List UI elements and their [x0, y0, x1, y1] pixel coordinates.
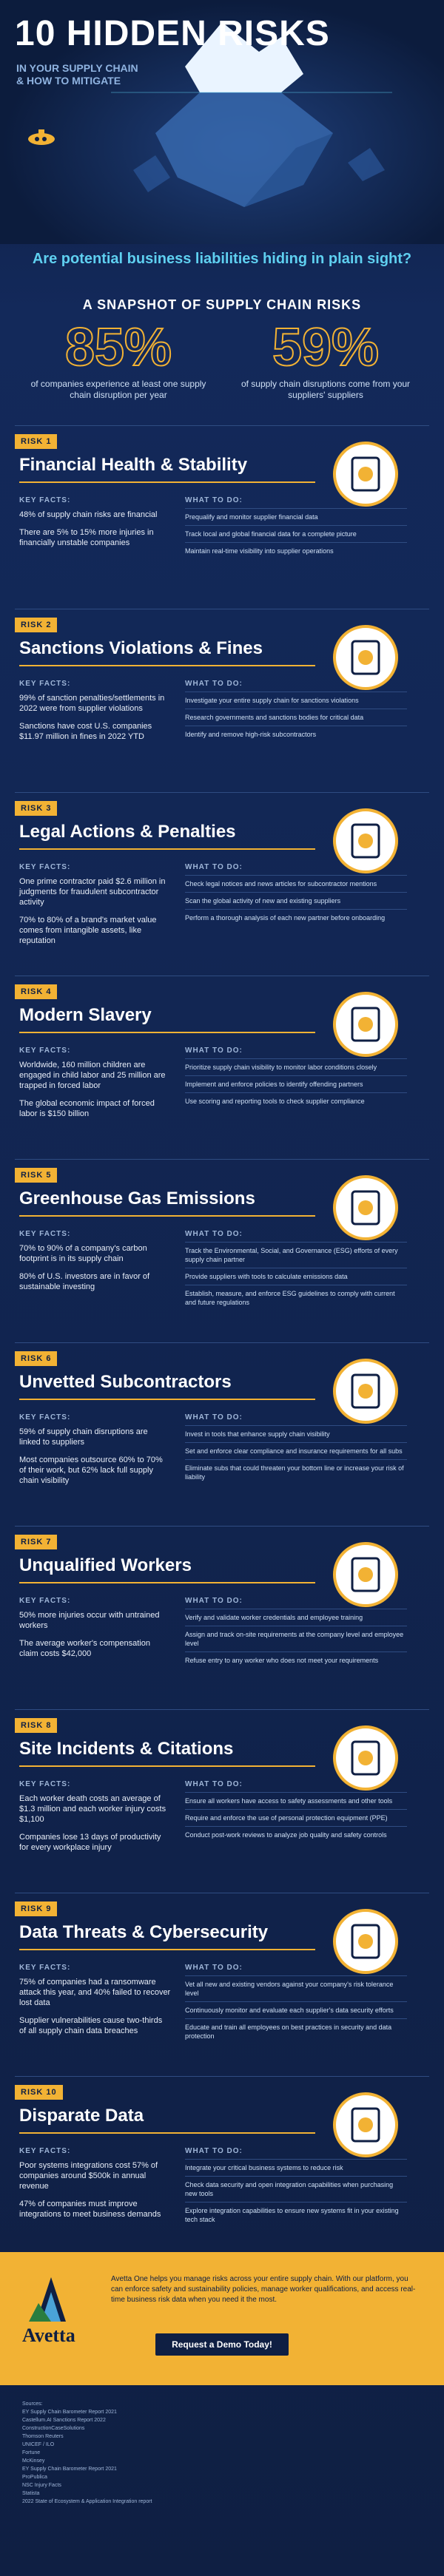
key-fact: 99% of sanction penalties/settlements in 2022 were from supplier violations: [19, 694, 165, 713]
key-fact: Each worker death costs an average of $1.3 million and each worker injury costs $1,100: [19, 1794, 166, 1824]
divider: [15, 792, 429, 793]
todo-item: Check legal notices and news articles for subcontractor mentions: [185, 875, 407, 892]
risk-card: [15, 1159, 429, 1333]
sources-heading: Sources:: [22, 2401, 43, 2407]
source-line: 2022 State of Ecosystem & Application Integration report: [22, 2499, 152, 2504]
risk-title: Data Threats & Cybersecurity: [19, 1922, 269, 1942]
key-fact: Poor systems integrations cost 57% of companies around $500k in annual revenue: [19, 2161, 158, 2191]
risk-badge: RISK 10: [15, 2085, 63, 2100]
divider: [15, 425, 429, 426]
risk-title: Disparate Data: [19, 2106, 144, 2126]
key-fact: 47% of companies must improve integrations to meet business demands: [19, 2200, 161, 2219]
risk-badge: RISK 2: [15, 618, 57, 632]
page-subtitle: [16, 62, 138, 87]
todo-item: Assign and track on-site requirements at the company level and employee level: [185, 1626, 407, 1652]
todo-item: Implement and enforce policies to identify offending partners: [185, 1075, 407, 1092]
key-facts-heading: KEY FACTS:: [19, 1230, 71, 1238]
todo-item: Conduct post-work reviews to analyze job quality and safety controls: [185, 1826, 407, 1843]
todo-item: Integrate your critical business systems to reduce risk: [185, 2159, 407, 2176]
hero-banner: [0, 0, 444, 244]
source-line: UNICEF / ILO: [22, 2442, 55, 2447]
stat-caption: of companies experience at least one supply chain disruption per year: [30, 379, 206, 400]
what-to-do-list: [185, 1242, 407, 1311]
what-to-do-heading: WHAT TO DO:: [185, 2147, 243, 2155]
todo-item: Check data security and open integration capabilities when purchasing new tools: [185, 2176, 407, 2202]
confused-person-icon: [333, 2092, 398, 2157]
key-facts-list: [19, 1243, 171, 1299]
risk-badge: RISK 1: [15, 434, 57, 449]
risk-title: Legal Actions & Penalties: [19, 822, 236, 842]
risk-card: [15, 1526, 429, 1700]
what-to-do-heading: WHAT TO DO:: [185, 680, 243, 688]
what-to-do-heading: WHAT TO DO:: [185, 1413, 243, 1421]
todo-item: Invest in tools that enhance supply chain visibility: [185, 1425, 407, 1442]
source-line: ConstructionCaseSolutions: [22, 2426, 85, 2431]
key-facts-heading: KEY FACTS:: [19, 1047, 71, 1055]
key-fact: Companies lose 13 days of productivity for every workplace injury: [19, 1833, 161, 1852]
key-facts-list: [19, 510, 171, 555]
submarine-icon: [25, 127, 58, 146]
risk-badge: RISK 4: [15, 984, 57, 999]
key-facts-list: [19, 1060, 171, 1126]
what-to-do-heading: WHAT TO DO:: [185, 1964, 243, 1972]
page-title: 10 HIDDEN RISKS: [15, 14, 330, 53]
what-to-do-heading: WHAT TO DO:: [185, 1230, 243, 1238]
todo-item: Prequalify and monitor supplier financial data: [185, 508, 407, 525]
todo-item: Establish, measure, and enforce ESG guidelines to comply with current and future regulations: [185, 1285, 407, 1311]
risk-title: Modern Slavery: [19, 1005, 152, 1025]
source-line: Thomson Reuters: [22, 2434, 64, 2439]
key-facts-heading: KEY FACTS:: [19, 1413, 71, 1421]
key-facts-list: [19, 1794, 171, 1860]
what-to-do-list: [185, 1058, 407, 1109]
source-line: EY Supply Chain Barometer Report 2021: [22, 2410, 117, 2415]
snapshot-heading: A SNAPSHOT OF SUPPLY CHAIN RISKS: [82, 297, 362, 312]
stat-value: 85%: [64, 318, 172, 377]
key-fact: 70% to 90% of a company's carbon footprint is in its supply chain: [19, 1244, 147, 1263]
key-fact: 70% to 80% of a brand's market value comes from intangible assets, like reputation: [19, 916, 157, 945]
risk-card: [15, 976, 429, 1150]
title-underline: [19, 1215, 315, 1217]
key-facts-list: [19, 876, 171, 953]
what-to-do-list: [185, 875, 407, 926]
what-to-do-list: [185, 1609, 407, 1669]
chained-hands-icon: [333, 992, 398, 1057]
risk-title: Unqualified Workers: [19, 1555, 192, 1575]
title-underline: [19, 1399, 315, 1400]
what-to-do-list: [185, 1975, 407, 2044]
risk-card: [15, 609, 429, 783]
key-facts-heading: KEY FACTS:: [19, 2147, 71, 2155]
risk-title: Financial Health & Stability: [19, 455, 248, 475]
todo-item: Educate and train all employees on best practices in security and data protection: [185, 2018, 407, 2044]
key-fact: 75% of companies had a ransomware attack this year, and 40% failed to recover lost data: [19, 1978, 171, 2007]
todo-item: Refuse entry to any worker who does not meet your requirements: [185, 1652, 407, 1669]
title-underline: [19, 1032, 315, 1033]
key-fact: 48% of supply chain risks are financial: [19, 510, 158, 519]
stat-caption: of supply chain disruptions come from your suppliers' suppliers: [240, 379, 411, 400]
todo-item: Vet all new and existing vendors against your company's risk tolerance level: [185, 1975, 407, 2001]
title-underline: [19, 1949, 315, 1950]
key-fact: 59% of supply chain disruptions are linked to suppliers: [19, 1427, 148, 1447]
todo-item: Identify and remove high-risk subcontractors: [185, 726, 407, 743]
key-facts-list: [19, 1610, 171, 1666]
risk-badge: RISK 5: [15, 1168, 57, 1183]
risk-card: [15, 1709, 429, 1884]
risk-card: [15, 1342, 429, 1517]
what-to-do-heading: WHAT TO DO:: [185, 1597, 243, 1605]
request-demo-button[interactable]: Request a Demo Today!: [155, 2333, 289, 2356]
stat-value: 59%: [272, 318, 380, 377]
subtitle-line-1: IN YOUR SUPPLY CHAIN: [16, 62, 138, 74]
todo-item: Research governments and sanctions bodies for critical data: [185, 709, 407, 726]
divider: [15, 1526, 429, 1527]
factory-icon: [333, 1175, 398, 1240]
source-line: Castellum.AI Sanctions Report 2022: [22, 2418, 106, 2423]
divider: [15, 1159, 429, 1160]
document-fine-icon: [333, 625, 398, 690]
todo-item: Set and enforce clear compliance and insurance requirements for all subs: [185, 1442, 407, 1459]
risk-card: [15, 792, 429, 967]
key-facts-list: [19, 1427, 171, 1493]
title-underline: [19, 1765, 315, 1767]
todo-item: Require and enforce the use of personal protection equipment (PPE): [185, 1809, 407, 1826]
todo-item: Continuously monitor and evaluate each supplier's data security efforts: [185, 2001, 407, 2018]
risk-title: Site Incidents & Citations: [19, 1739, 234, 1759]
todo-item: Perform a thorough analysis of each new partner before onboarding: [185, 909, 407, 926]
stat-59: [229, 320, 422, 401]
what-to-do-list: [185, 508, 407, 559]
intro-question: Are potential business liabilities hiding in plain sight?: [32, 251, 412, 267]
title-underline: [19, 665, 315, 666]
avetta-wordmark: Avetta: [22, 2325, 75, 2346]
cta-description: Avetta One helps you manage risks across your entire supply chain. With our platform, you can enforce safety and sustainability policies, manage worker qualifications, and access real-time business risk data when you need it the most.: [111, 2275, 416, 2304]
key-facts-heading: KEY FACTS:: [19, 1597, 71, 1605]
key-facts-heading: KEY FACTS:: [19, 1964, 71, 1972]
key-fact: The global economic impact of forced labor is $150 billion: [19, 1099, 155, 1118]
source-line: NSC Injury Facts: [22, 2483, 61, 2488]
todo-item: Ensure all workers have access to safety assessments and other tools: [185, 1792, 407, 1809]
divider: [15, 1709, 429, 1710]
raised-hand-icon: [333, 1542, 398, 1607]
worker-icon: [333, 1359, 398, 1424]
source-line: EY Supply Chain Barometer Report 2021: [22, 2467, 117, 2472]
key-facts-list: [19, 693, 171, 749]
risk-card: [15, 425, 429, 600]
what-to-do-list: [185, 1425, 407, 1485]
stat-85: [22, 320, 215, 401]
what-to-do-heading: WHAT TO DO:: [185, 1780, 243, 1788]
key-facts-heading: KEY FACTS:: [19, 863, 71, 871]
todo-item: Track local and global financial data for a complete picture: [185, 525, 407, 542]
what-to-do-heading: WHAT TO DO:: [185, 496, 243, 504]
divider: [15, 1342, 429, 1343]
cta-panel: [0, 2252, 444, 2385]
source-line: Statista: [22, 2491, 40, 2496]
title-underline: [19, 2132, 315, 2134]
key-fact: There are 5% to 15% more injuries in financially unstable companies: [19, 528, 154, 547]
risk-badge: RISK 3: [15, 801, 57, 816]
key-fact: 80% of U.S. investors are in favor of sustainable investing: [19, 1272, 150, 1291]
what-to-do-list: [185, 692, 407, 743]
key-fact: Most companies outsource 60% to 70% of their work, but 62% lack full supply chain visibility: [19, 1456, 163, 1485]
todo-item: Provide suppliers with tools to calculate emissions data: [185, 1268, 407, 1285]
phone-lock-icon: [333, 1909, 398, 1974]
gavel-icon: [333, 808, 398, 873]
title-underline: [19, 848, 315, 850]
todo-item: Scan the global activity of new and existing suppliers: [185, 892, 407, 909]
source-line: ProPublica: [22, 2475, 47, 2480]
todo-item: Investigate your entire supply chain for sanctions violations: [185, 692, 407, 709]
title-underline: [19, 481, 315, 483]
key-fact: Sanctions have cost U.S. companies $11.97 million in fines in 2022 YTD: [19, 722, 152, 741]
key-fact: The average worker's compensation claim costs $42,000: [19, 1639, 150, 1658]
key-fact: Worldwide, 160 million children are engaged in child labor and 25 million are trapped in forced labor: [19, 1061, 166, 1090]
risk-card: [15, 1893, 429, 2067]
key-fact: One prime contractor paid $2.6 million in judgments for fraudulent subcontractor activity: [19, 877, 166, 907]
warning-sign-icon: [333, 1725, 398, 1791]
source-line: McKinsey: [22, 2458, 45, 2464]
subtitle-line-2: & HOW TO MITIGATE: [16, 75, 121, 87]
sources-list: [22, 2400, 422, 2506]
todo-item: Prioritize supply chain visibility to monitor labor conditions closely: [185, 1058, 407, 1075]
risk-badge: RISK 7: [15, 1535, 57, 1549]
key-fact: Supplier vulnerabilities cause two-thirds of all supply chain data breaches: [19, 2016, 163, 2035]
what-to-do-heading: WHAT TO DO:: [185, 863, 243, 871]
what-to-do-list: [185, 1792, 407, 1843]
risk-badge: RISK 6: [15, 1351, 57, 1366]
todo-item: Eliminate subs that could threaten your bottom line or increase your risk of liability: [185, 1459, 407, 1485]
todo-item: Track the Environmental, Social, and Governance (ESG) efforts of every supply chain partner: [185, 1242, 407, 1268]
todo-item: Verify and validate worker credentials and employee training: [185, 1609, 407, 1626]
key-fact: 50% more injuries occur with untrained workers: [19, 1611, 160, 1630]
risk-card: [15, 2076, 429, 2251]
key-facts-heading: KEY FACTS:: [19, 496, 71, 504]
key-facts-list: [19, 1977, 171, 2043]
what-to-do-list: [185, 2159, 407, 2228]
key-facts-heading: KEY FACTS:: [19, 1780, 71, 1788]
divider: [15, 2076, 429, 2077]
title-underline: [19, 1582, 315, 1583]
what-to-do-heading: WHAT TO DO:: [185, 1047, 243, 1055]
risk-title: Unvetted Subcontractors: [19, 1372, 232, 1392]
shield-money-icon: [333, 442, 398, 507]
risk-badge: RISK 9: [15, 1901, 57, 1916]
risk-title: Greenhouse Gas Emissions: [19, 1189, 255, 1208]
todo-item: Maintain real-time visibility into supplier operations: [185, 542, 407, 559]
risk-title: Sanctions Violations & Fines: [19, 638, 263, 658]
source-line: Fortune: [22, 2450, 41, 2455]
todo-item: Explore integration capabilities to ensure new systems fit in your existing tech stack: [185, 2202, 407, 2228]
key-facts-list: [19, 2160, 171, 2227]
risk-badge: RISK 8: [15, 1718, 57, 1733]
key-facts-heading: KEY FACTS:: [19, 680, 71, 688]
todo-item: Use scoring and reporting tools to check supplier compliance: [185, 1092, 407, 1109]
